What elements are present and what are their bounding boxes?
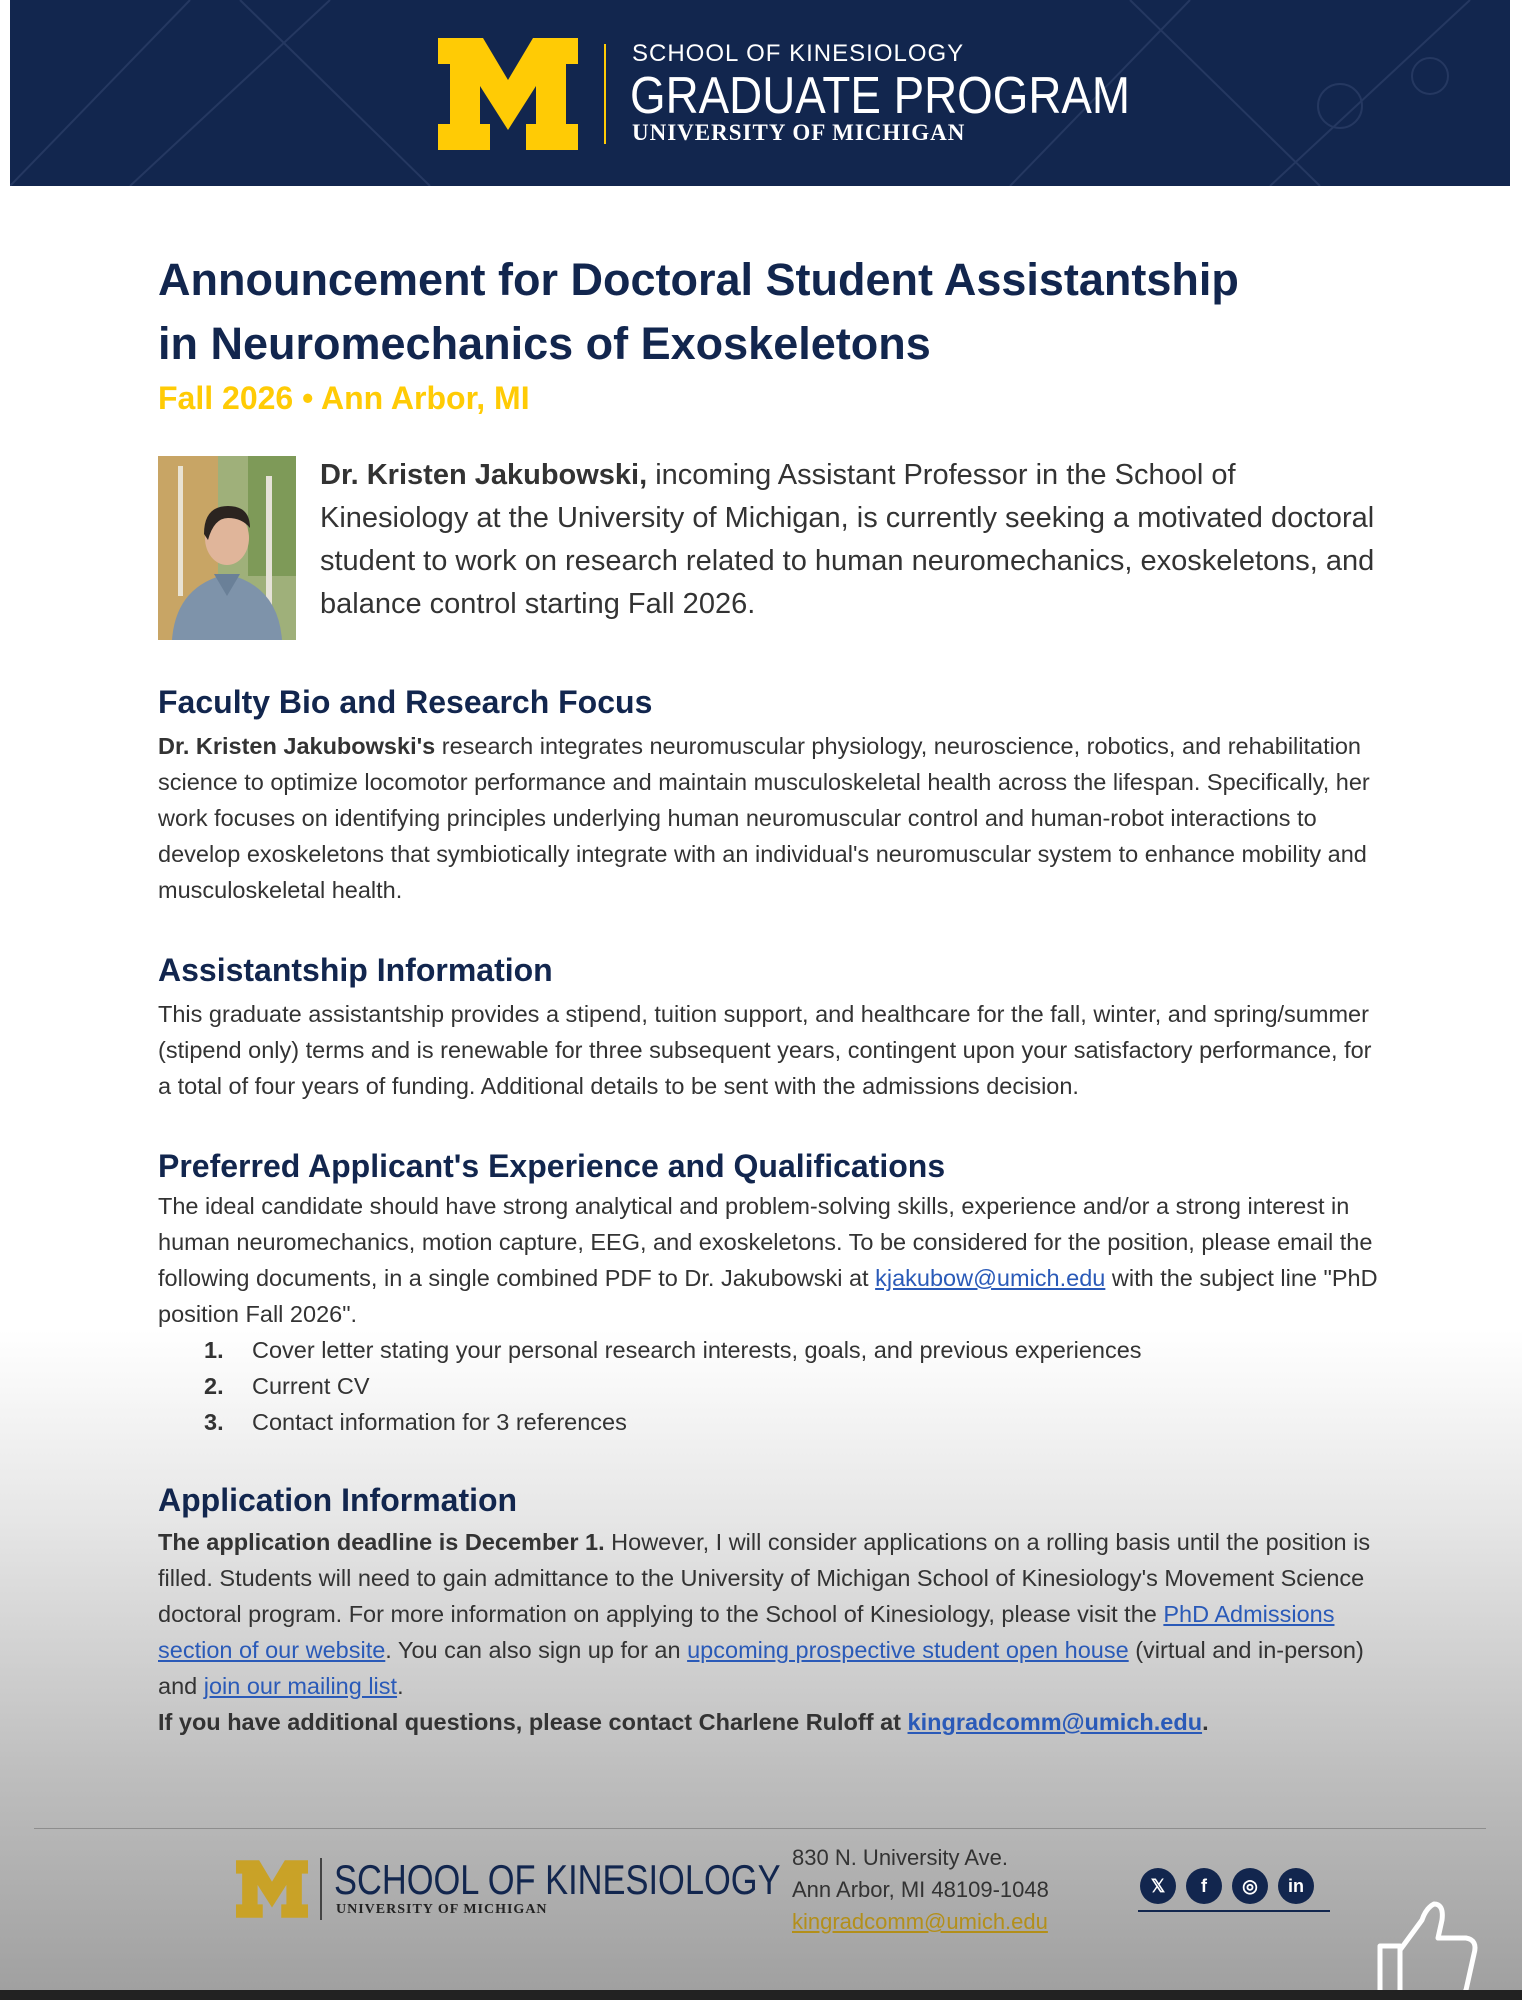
subtitle: Fall 2026 • Ann Arbor, MI bbox=[158, 380, 530, 416]
qualifications-paragraph bbox=[158, 1188, 1378, 1332]
announcement-content bbox=[158, 248, 1378, 1740]
list-text: Cover letter stating your personal research interests, goals, and previous experiences bbox=[252, 1337, 1142, 1363]
list-text: Contact information for 3 references bbox=[252, 1409, 627, 1435]
application-body-2: . You can also sign up for an bbox=[385, 1637, 688, 1663]
social-links bbox=[1140, 1868, 1314, 1904]
application-body-1: However, I will consider applications on a rolling basis until the position is filled. Students will need to gain admittance to the University of Michigan School of Kinesiology's Movement Science doctoral program. For more information on applying to the School of Kinesiology, please visit the bbox=[158, 1529, 1371, 1627]
address-line-1: 830 N. University Ave. bbox=[792, 1845, 1009, 1870]
instagram-icon[interactable]: ◎ bbox=[1232, 1868, 1268, 1904]
title-line-1: Announcement for Doctoral Student Assistantship bbox=[158, 254, 1239, 305]
footer-logo-divider bbox=[320, 1858, 322, 1920]
application-heading: Application Information bbox=[158, 1482, 518, 1518]
contact-end: . bbox=[1202, 1709, 1209, 1735]
contact-text: If you have additional questions, please contact Charlene Ruloff at bbox=[158, 1709, 908, 1735]
list-number: 3. bbox=[204, 1409, 224, 1435]
list-text: Current CV bbox=[252, 1373, 370, 1399]
qualifications-body: The ideal candidate should have strong analytical and problem-solving skills, experience and/or a strong interest in human neuromechanics, motion capture, EEG, and exoskeletons. To be considered for the position, please email the following documents, in a single combined PDF to Dr. Jakubowski at bbox=[158, 1193, 1373, 1291]
requirements-list bbox=[158, 1332, 1378, 1440]
header-program: GRADUATE PROGRAM bbox=[630, 67, 1131, 125]
open-house-link[interactable]: upcoming prospective student open house bbox=[687, 1637, 1129, 1663]
michigan-m-logo bbox=[438, 38, 578, 150]
footer-school-name: SCHOOL OF KINESIOLOGY bbox=[334, 1856, 781, 1903]
application-paragraph bbox=[158, 1524, 1378, 1704]
phd-admissions-link[interactable]: PhD Admissions section of our website bbox=[158, 1601, 1335, 1663]
qualifications-body-end: with the subject line "PhD position Fall 2026". bbox=[158, 1265, 1378, 1327]
list-number: 1. bbox=[204, 1337, 224, 1363]
assistantship-section bbox=[158, 950, 1378, 1104]
application-body-3: (virtual and in-person) and bbox=[158, 1637, 1364, 1699]
intro-block bbox=[158, 454, 1378, 640]
title-line-2: in Neuromechanics of Exoskeletons bbox=[158, 318, 931, 369]
footer-email-link[interactable]: kingradcomm@umich.edu bbox=[792, 1909, 1048, 1934]
apply-email-link[interactable]: kjakubow@umich.edu bbox=[875, 1265, 1106, 1291]
header-university: UNIVERSITY OF MICHIGAN bbox=[632, 120, 966, 145]
bottom-bar bbox=[0, 1990, 1522, 2000]
page-title bbox=[158, 248, 1378, 376]
header-divider bbox=[604, 44, 606, 144]
linkedin-icon[interactable]: in bbox=[1278, 1868, 1314, 1904]
qualifications-section bbox=[158, 1146, 1378, 1440]
like-thumbs-up-icon[interactable] bbox=[1370, 1898, 1480, 2000]
footer-m-logo bbox=[236, 1860, 308, 1918]
footer-address bbox=[792, 1842, 1049, 1938]
intro-name: Dr. Kristen Jakubowski, bbox=[320, 459, 648, 491]
bio-name: Dr. Kristen Jakubowski's bbox=[158, 733, 436, 759]
deadline-text: The application deadline is December 1. bbox=[158, 1529, 605, 1555]
x-icon[interactable]: 𝕏 bbox=[1140, 1868, 1176, 1904]
mailing-list-link[interactable]: join our mailing list bbox=[203, 1673, 398, 1699]
facebook-icon[interactable]: f bbox=[1186, 1868, 1222, 1904]
application-body-4: . bbox=[397, 1673, 404, 1699]
assistantship-paragraph: This graduate assistantship provides a stipend, tuition support, and healthcare for the fall, winter, and spring/summer (stipend only) terms and is renewable for three subsequent years, contingent upon your satisfactory performance, for a total of four years of funding. Additional details to be sent with the admissions decision. bbox=[158, 1001, 1372, 1099]
footer-divider bbox=[34, 1828, 1486, 1829]
bio-heading: Faculty Bio and Research Focus bbox=[158, 684, 653, 720]
contact-email-link[interactable]: kingradcomm@umich.edu bbox=[907, 1709, 1203, 1735]
social-underline bbox=[1138, 1910, 1330, 1912]
list-item bbox=[204, 1404, 1378, 1440]
application-section bbox=[158, 1480, 1378, 1740]
header-school-line: SCHOOL OF KINESIOLOGY bbox=[632, 40, 965, 67]
list-number: 2. bbox=[204, 1373, 224, 1399]
intro-body: incoming Assistant Professor in the School of Kinesiology at the University of Michigan, is currently seeking a motivated doctoral student to work on research related to human neuromechanics, exoskeletons, and balance control starting Fall 2026. bbox=[320, 459, 1375, 620]
contact-line bbox=[158, 1704, 1378, 1740]
list-item bbox=[204, 1332, 1378, 1368]
assistantship-heading: Assistantship Information bbox=[158, 952, 553, 988]
footer-university: UNIVERSITY OF MICHIGAN bbox=[336, 1902, 548, 1917]
bio-body: research integrates neuromuscular physiology, neuroscience, robotics, and rehabilitation science to optimize locomotor performance and maintain musculoskeletal health across the lifespan. Specifically, her work focuses on identifying principles underlying human neuromuscular control and human-robot interactions to develop exoskeletons that symbiotically integrate with an individual's neuromuscular system to enhance mobility and musculoskeletal health. bbox=[158, 733, 1370, 903]
qualifications-heading: Preferred Applicant's Experience and Qualifications bbox=[158, 1148, 946, 1184]
bio-section bbox=[158, 682, 1378, 908]
address-line-2: Ann Arbor, MI 48109-1048 bbox=[792, 1877, 1049, 1902]
faculty-portrait bbox=[158, 456, 296, 640]
intro-text bbox=[320, 454, 1390, 626]
bio-paragraph bbox=[158, 728, 1378, 908]
header-banner bbox=[10, 0, 1510, 186]
list-item bbox=[204, 1368, 1378, 1404]
